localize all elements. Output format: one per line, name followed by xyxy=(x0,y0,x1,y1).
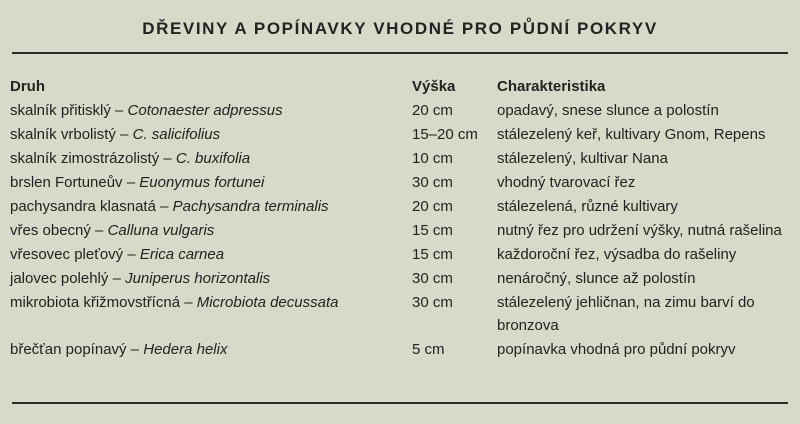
table-row xyxy=(10,291,787,338)
name-separator: – xyxy=(126,341,144,358)
species-cell xyxy=(10,291,412,338)
height-cell: 20 cm xyxy=(412,198,453,215)
species-cell xyxy=(10,171,412,195)
height-cell: 20 cm xyxy=(412,102,453,119)
species-cell xyxy=(10,243,412,267)
description-cell: stálezelený, kultivar Nana xyxy=(497,150,668,167)
description-cell: opadavý, snese slunce a polostín xyxy=(497,102,719,119)
description-cell: nutný řez pro udržení výšky, nutná rašelina xyxy=(497,222,782,239)
height-cell: 30 cm xyxy=(412,294,453,311)
description-cell: stálezelená, různé kultivary xyxy=(497,198,678,215)
latin-name: Calluna vulgaris xyxy=(107,222,215,239)
height-cell: 30 cm xyxy=(412,174,453,191)
table-row xyxy=(10,195,787,219)
table-title: DŘEVINY A POPÍNAVKY VHODNÉ PRO PŮDNÍ POKRYV xyxy=(142,19,658,38)
description-cell: stálezelený jehličnan, na zimu barví do bronzova xyxy=(497,294,755,334)
name-separator: – xyxy=(180,294,197,311)
height-cell: 15–20 cm xyxy=(412,126,478,143)
latin-name: C. salicifolius xyxy=(132,126,221,143)
table-row xyxy=(10,123,787,147)
header-charakteristika: Charakteristika xyxy=(497,78,606,95)
species-cell xyxy=(10,123,412,147)
name-separator: – xyxy=(110,102,128,119)
czech-name: mikrobiota křižmovstřícná xyxy=(10,294,181,311)
latin-name: Pachysandra terminalis xyxy=(172,198,329,215)
species-cell xyxy=(10,195,412,219)
name-separator: – xyxy=(122,174,140,191)
description-cell: každoroční řez, výsadba do rašeliny xyxy=(497,246,737,263)
czech-name: vřesovec pleťový xyxy=(10,246,124,263)
header-druh: Druh xyxy=(10,78,45,95)
latin-name: Juniperus horizontalis xyxy=(125,270,271,287)
table-row xyxy=(10,219,787,243)
description-cell: popínavka vhodná pro půdní pokryv xyxy=(497,341,736,358)
czech-name: břečťan popínavý xyxy=(10,341,127,358)
czech-name: skalník zimostrázolistý xyxy=(10,150,160,167)
bottom-divider xyxy=(12,402,788,404)
description-cell: vhodný tvarovací řez xyxy=(497,174,636,191)
species-cell xyxy=(10,147,412,171)
name-separator: – xyxy=(155,198,173,215)
top-divider xyxy=(12,52,788,54)
height-cell: 15 cm xyxy=(412,246,453,263)
czech-name: skalník vrbolistý xyxy=(10,126,116,143)
height-cell: 15 cm xyxy=(412,222,453,239)
plants-table xyxy=(10,75,787,362)
species-cell xyxy=(10,219,412,243)
czech-name: vřes obecný xyxy=(10,222,91,239)
name-separator: – xyxy=(90,222,108,239)
table-row xyxy=(10,99,787,123)
czech-name: skalník přitisklý xyxy=(10,102,111,119)
table-row xyxy=(10,338,787,362)
latin-name: Cotonaester adpressus xyxy=(127,102,283,119)
table-row xyxy=(10,171,787,195)
latin-name: Euonymus fortunei xyxy=(139,174,265,191)
name-separator: – xyxy=(123,246,140,263)
name-separator: – xyxy=(115,126,133,143)
name-separator: – xyxy=(159,150,176,167)
species-cell xyxy=(10,267,412,291)
name-separator: – xyxy=(108,270,126,287)
height-cell: 10 cm xyxy=(412,150,453,167)
table-row xyxy=(10,147,787,171)
table-row xyxy=(10,267,787,291)
species-cell xyxy=(10,99,412,123)
header-vyska: Výška xyxy=(412,78,456,95)
latin-name: Microbiota decussata xyxy=(196,294,339,311)
latin-name: C. buxifolia xyxy=(175,150,251,167)
czech-name: brslen Fortuneův xyxy=(10,174,123,191)
height-cell: 5 cm xyxy=(412,341,445,358)
description-cell: stálezelený keř, kultivary Gnom, Repens xyxy=(497,126,766,143)
species-cell xyxy=(10,338,412,362)
czech-name: jalovec polehlý xyxy=(10,270,109,287)
czech-name: pachysandra klasnatá xyxy=(10,198,156,215)
height-cell: 30 cm xyxy=(412,270,453,287)
header-row xyxy=(10,75,787,99)
latin-name: Hedera helix xyxy=(143,341,228,358)
description-cell: nenáročný, slunce až polostín xyxy=(497,270,696,287)
table-row xyxy=(10,243,787,267)
latin-name: Erica carnea xyxy=(139,246,225,263)
